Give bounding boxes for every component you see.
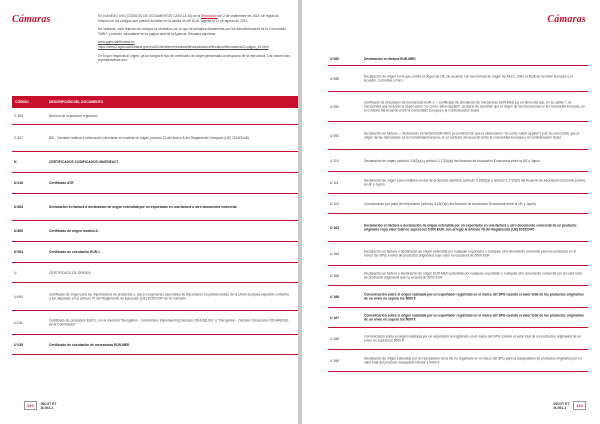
table-row (328, 194, 588, 214)
row-description: Declaración de origen en la que conste el origen de UE, de acuerdo con las normas de origen de AELC, entre el DUA de la Unión Europea y el Ecuador, Colombia o Perú (364, 74, 573, 83)
left-footer (24, 401, 59, 410)
row-code: U 110 (330, 158, 339, 163)
table-header (12, 96, 298, 108)
table-row (328, 150, 588, 172)
page-number: 120 (24, 401, 37, 410)
row-code: N 018 (14, 181, 24, 185)
left-code-table (12, 108, 298, 355)
row-code: U 011 (14, 320, 23, 325)
row-description: Comunicación sobre el origen realizada por un exportador registrado en el marco del SPG cuando el valor total de los productos originarios de un envío no supera los 6000 € (364, 292, 584, 301)
table-row (328, 242, 588, 266)
table-row (328, 172, 588, 194)
row-code: U 169 (330, 358, 340, 363)
row-code: U 093 (330, 133, 340, 138)
row-description: Declaración en factura o declaración de origen extendida por cualquier exportador o cualquier otro documento comercial para los productos en el marco del SPG, envíos de productos originarios cuyo valor no excederá de 6000 EUR (364, 249, 577, 258)
row-description: CERTIFICADO DE ORIGEN (49, 270, 91, 275)
table-row (12, 263, 298, 283)
right-page (302, 0, 600, 424)
intro-paragraph-3: En lo que respecta al origen, ya se integra el tipo de certificado de origen presentado al despacho de la mercancía. Los claves más representativas son: (98, 53, 290, 63)
row-description: Certificado de origen modelo A. (49, 228, 99, 233)
camaras-logo: Cámaras (12, 14, 51, 25)
table-row (12, 242, 298, 263)
table-row (12, 108, 298, 125)
table-row (328, 266, 588, 286)
row-description: Comunicación sobre el origen realizada por un exportador no registrado en el marco del SPG cuando el valor total de los productos originarios de un envío no supera los 6000 € (364, 334, 582, 343)
row-code: N 864 (14, 205, 24, 209)
row-code: U (14, 270, 17, 275)
row-description: Certificado de circulación EUR.1 con la mención "Derogation - Commission Implementing Decision 2014/381/EU" o "Dérogation - Décision d'exécution 2014/481/UE de la Commission" (49, 318, 289, 327)
row-description: Certificado de circulación de mercancías EUR-MED (49, 342, 130, 347)
footer-title: INCOT ET III-091-1 (40, 401, 57, 410)
row-code: N (14, 160, 17, 164)
table-row (328, 286, 588, 308)
row-description: Certificado de origen para los importadores de productos o, plazo a regímenes especiales de importación no preferenciales de la Unión Europea expedido conforme a los dispuesto en el artículo 57 del Reglamento de Ejecución (UE) 2015/2447 de la Comisión (49, 292, 290, 301)
table-row (328, 92, 588, 122)
row-code: U 165 (330, 273, 340, 278)
page-number: 121 (573, 401, 586, 410)
camaras-logo: Cámaras (547, 14, 586, 25)
left-page (0, 0, 298, 424)
table-row (12, 125, 298, 152)
row-description: Declaración en factura o declaración de origen extendida por un exportador en una factura u otro documento comercial (49, 204, 237, 209)
right-code-table (328, 52, 588, 372)
row-code: U 090 (330, 104, 340, 109)
row-description: Declaración de origen (artículo 3.9(2)(a) y artículo 3.17(5)(a)) del Acuerdo de Asociación Económica entre la UE y Japón (364, 158, 540, 163)
row-description: Declaración en factura o declaración de origen extendida por un exportador en una factura u otro documento comercial de un producto originario cuyo valor total no supere los 6 000 EUR, con arreglo al artículo 78 del Reglamento (UE) 2015/2447 (364, 223, 577, 232)
row-code: U 168 (330, 336, 340, 341)
codes-url-link[interactable]: https://www2.agenciatributaria.gob.es/ADUA/internet/es/aeat/dit/adu/adws/certificados/Mercaderias/Codigos_44.html (98, 44, 269, 49)
table-row (328, 66, 588, 92)
row-description: CERTIFICADOS CODIFICADOS UN/EDIFACT (49, 159, 119, 164)
table-row (12, 283, 298, 311)
row-description: Conocimiento por parte del importador (artículo 3.16(2)(b) del Acuerdo de Asociación Económica entre la UE y Japón) (364, 201, 537, 206)
intro-paragraph-2: No obstante, esta relación de códigos es dinámica, por lo que se actualiza diariamente por los Administradores de la Comunidad TARIC y pueden consultarse en la página web de la Agencia Tributaria siguiente: (98, 27, 286, 36)
resolution-link[interactable]: Resolución (201, 14, 218, 18)
table-row (12, 194, 298, 221)
row-description: Certificado de circulación EUR.1 (49, 249, 100, 254)
row-code: N 865 (14, 229, 24, 233)
row-description: Declaración en factura EUR-MED (364, 56, 416, 61)
row-code: C 100 (14, 114, 24, 118)
row-code: U 060 (330, 56, 340, 61)
row-description: Declaración en factura — declaración en factura EUR-MED (a condición de que la observación "no cumu- lation applies") y en la cual conste que el origen de las mercancías es la Comunidad Europea, en el contexto del acuerdo entre la Comunidad Europea y la Confederación Suiza (364, 131, 580, 140)
table-row (328, 350, 588, 372)
table-row (328, 52, 588, 66)
row-code: U 166 (330, 294, 340, 299)
row-description: Número de exportador registrado (49, 113, 98, 118)
row-description: Declaración en factura o declaración de origen EUR-MED extendida por cualquier exportador o cualquier otro documento comercial por un valor total de productos originarios que no exceda de 6000 EUR (364, 271, 582, 280)
row-code: U 164 (330, 251, 340, 256)
row-code: U 088 (330, 76, 340, 81)
row-code: U 167 (330, 315, 340, 320)
row-description: BEI - Decisión relativa a información vinculante en materia de origen (anexos 33 del Anexo A del Reglamento Delegado (UE) 2015/2446). (49, 135, 250, 140)
intro-links (98, 40, 290, 49)
row-code: U 111 (330, 180, 339, 185)
table-row (12, 221, 298, 242)
row-code: U 112 (330, 201, 339, 206)
table-row (12, 173, 298, 194)
row-code: U 004 (14, 294, 24, 299)
intro-paragraph-1: En el ANEXO IV.B (CÓDIGOS DE DOCUMENTOS CASILLA 44) se la Resolución de 2 de septiembre de 2015, se regula la relación de los códigos que pueden incluirse en la casilla 44 del DUA, vigente el 11 de agosto de 2019. (98, 14, 279, 23)
table-row (12, 335, 298, 355)
row-code: N 954 (14, 250, 24, 254)
row-code: U 045 (14, 342, 24, 347)
table-row (328, 214, 588, 242)
table-row (328, 122, 588, 150)
intro-text (98, 14, 290, 67)
right-footer (551, 401, 586, 410)
row-description: Certificado de circulación de mercancías EUR-1 — certificado de circulación de mercancías EUR-MED (a) en dicho del que, en la casilla 7, se mencionará que incluyan la observación "no cumu- lation applied", al objeto de acreditar que el origen de las mercancías es la Comunidad Europea, en el contexto del Acuerdo entre la Comunidad Europea y la Confederación Suiza (364, 100, 585, 113)
row-code: C 627 (14, 136, 24, 140)
row-description: Declaración de origen para múltiples envíos de productos idénticos (artículo 3.16(5)(a) y artículo 3.17(5)(b) del Acuerdo de Asociación Económica entre la UE y Japón (364, 178, 586, 187)
aeat-link[interactable]: www.agenciatributaria.es (98, 40, 135, 45)
row-description: Certificado ATR (49, 180, 74, 185)
table-row (12, 152, 298, 173)
table-row (12, 311, 298, 335)
table-row (328, 328, 588, 350)
footer-title: INCOT ET III-091-1 (553, 401, 570, 410)
row-code: U 162 (330, 225, 340, 230)
row-description: Comunicación sobre el origen realizada por un exportador registrado en el marco del SPG cuando el valor total de los productos originarios de un envío no supera los 6000 € (364, 313, 584, 322)
table-row (328, 308, 588, 328)
header-code: CÓDIGO (15, 100, 29, 104)
header-description: DESCRIPCIÓN DEL DOCUMENTO (49, 100, 104, 104)
row-description: Declaración de origen extendida por un reexpedidor de la UE no registrado en el marco del SPG para la reexpedición de productos originarios por un valor total del producto reexpedido inferior a 6000 € (364, 356, 582, 365)
